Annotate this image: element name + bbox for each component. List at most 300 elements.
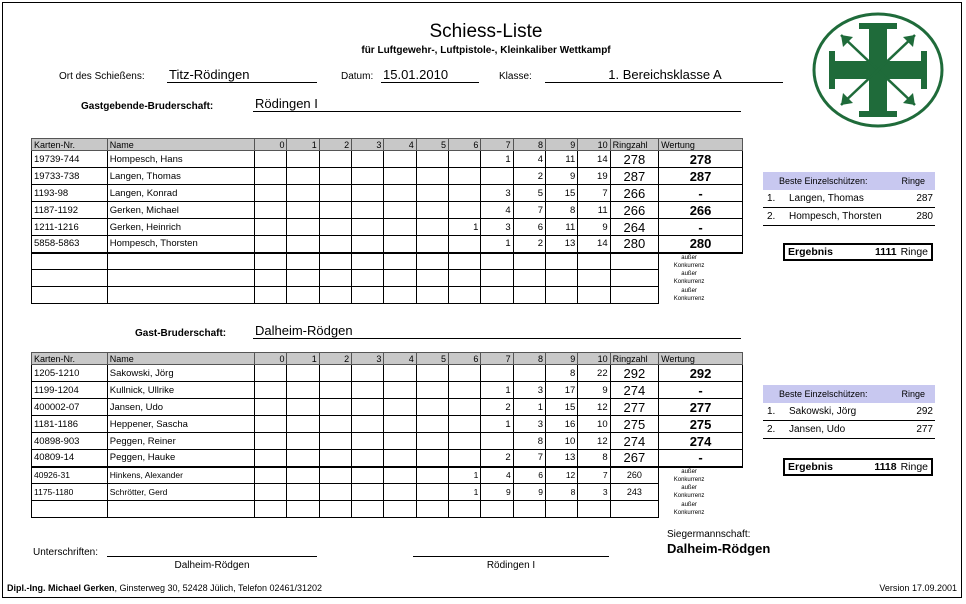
column-header: 3: [352, 353, 384, 365]
hit-count: [319, 450, 351, 467]
wertung: -: [659, 450, 743, 467]
karten-nr: 1193-98: [32, 185, 108, 202]
hit-count: [481, 253, 513, 270]
hit-count: 4: [513, 151, 545, 168]
extra-shooter-row: [32, 484, 743, 501]
hit-count: [416, 382, 448, 399]
best-header-label: Beste Einzelschützen:: [779, 389, 868, 399]
hit-count: 1: [449, 467, 481, 484]
hit-count: [481, 433, 513, 450]
footer-version: Version 17.09.2001: [879, 583, 957, 593]
best-name: Hompesch, Thorsten: [789, 211, 882, 222]
home-club-name: Rödingen I: [253, 97, 741, 112]
hit-count: [481, 287, 513, 304]
hit-count: 2: [481, 399, 513, 416]
hit-count: [255, 202, 287, 219]
karten-nr: 19739-744: [32, 151, 108, 168]
ausser-konkurrenz-text: [659, 484, 719, 500]
wertung: 278: [659, 151, 743, 168]
ausser-konkurrenz-text: [659, 254, 719, 270]
wertung: 275: [659, 416, 743, 433]
column-header: 1: [287, 353, 319, 365]
column-header: Ringzahl: [610, 139, 658, 151]
best-name: Jansen, Udo: [789, 424, 846, 435]
hit-count: [287, 253, 319, 270]
hit-count: [384, 253, 416, 270]
hit-count: [481, 365, 513, 382]
hit-count: 9: [513, 484, 545, 501]
table-header-row: [32, 353, 743, 365]
karten-nr: 1175-1180: [32, 484, 108, 501]
hit-count: 13: [545, 236, 577, 253]
ergebnis-value: 1118: [874, 461, 897, 473]
hit-count: [352, 450, 384, 467]
shooter-row: [32, 219, 743, 236]
home-club-label: Gastgebende-Bruderschaft:: [81, 101, 214, 112]
hit-count: [384, 416, 416, 433]
column-header: Ringzahl: [610, 353, 658, 365]
hit-count: 8: [513, 433, 545, 450]
hit-count: [384, 484, 416, 501]
hit-count: [319, 270, 351, 287]
hit-count: 8: [545, 202, 577, 219]
hit-count: [352, 253, 384, 270]
hit-count: 6: [513, 219, 545, 236]
hit-count: 8: [545, 484, 577, 501]
hit-count: 10: [578, 416, 610, 433]
ringzahl: [610, 253, 658, 270]
hit-count: [449, 416, 481, 433]
best-header: [763, 385, 935, 403]
column-header: 3: [352, 139, 384, 151]
ringzahl: 266: [610, 185, 658, 202]
hit-count: [287, 287, 319, 304]
column-header: 0: [255, 139, 287, 151]
hit-count: 12: [578, 433, 610, 450]
column-header: 7: [481, 353, 513, 365]
hit-count: 16: [545, 416, 577, 433]
shooter-row: [32, 433, 743, 450]
logo: [811, 11, 945, 129]
hit-count: 8: [545, 365, 577, 382]
hit-count: [545, 287, 577, 304]
shooter-row: [32, 185, 743, 202]
home-best-shooters: [763, 172, 935, 226]
signature-right-name: Rödingen I: [486, 560, 536, 571]
column-header: 5: [416, 353, 448, 365]
hit-count: [319, 382, 351, 399]
hit-count: [255, 433, 287, 450]
hit-count: 12: [578, 399, 610, 416]
hit-count: [319, 433, 351, 450]
hit-count: [319, 151, 351, 168]
best-header-label: Beste Einzelschützen:: [779, 176, 868, 186]
hit-count: [352, 365, 384, 382]
hit-count: [513, 253, 545, 270]
hit-count: [287, 270, 319, 287]
ringzahl: 292: [610, 365, 658, 382]
ak-line-1: außer: [681, 502, 697, 508]
ausser-konkurrenz: [659, 467, 743, 484]
hit-count: [545, 501, 577, 518]
hit-count: [319, 253, 351, 270]
hit-count: [287, 168, 319, 185]
shooter-name: Gerken, Heinrich: [107, 219, 254, 236]
hit-count: [416, 202, 448, 219]
karten-nr: 1181-1186: [32, 416, 108, 433]
hit-count: [319, 484, 351, 501]
column-header: 6: [449, 353, 481, 365]
hit-count: [287, 501, 319, 518]
hit-count: [255, 151, 287, 168]
page-subtitle: für Luftgewehr-, Luftpistole-, Kleinkaliber Wettkampf: [361, 45, 611, 56]
shooter-name: Hompesch, Hans: [107, 151, 254, 168]
wertung: 266: [659, 202, 743, 219]
hit-count: [416, 467, 448, 484]
best-header-ringe: Ringe: [901, 176, 925, 186]
column-header: Name: [107, 353, 254, 365]
hit-count: [255, 382, 287, 399]
shooter-name: Sakowski, Jörg: [107, 365, 254, 382]
hit-count: [578, 270, 610, 287]
home-score-table: [31, 138, 743, 304]
hit-count: 9: [578, 219, 610, 236]
shooter-row: [32, 365, 743, 382]
hit-count: [352, 168, 384, 185]
shooter-name: Langen, Konrad: [107, 185, 254, 202]
extra-shooter-row: [32, 253, 743, 270]
table-header-row: [32, 139, 743, 151]
hit-count: [416, 253, 448, 270]
hit-count: 2: [513, 168, 545, 185]
datum-label: Datum:: [341, 71, 374, 82]
hit-count: 4: [481, 467, 513, 484]
hit-count: 12: [545, 467, 577, 484]
ergebnis-label: Ergebnis: [788, 461, 833, 473]
column-header: 10: [578, 353, 610, 365]
best-entry: [763, 208, 935, 226]
hit-count: [287, 433, 319, 450]
ergebnis-unit: Ringe: [900, 461, 928, 473]
hit-count: 1: [449, 219, 481, 236]
ausser-konkurrenz: [659, 287, 743, 304]
hit-count: [416, 399, 448, 416]
best-name: Langen, Thomas: [789, 193, 864, 204]
hit-count: [416, 433, 448, 450]
hit-count: [384, 168, 416, 185]
guest-best-shooters: [763, 385, 935, 439]
karten-nr: 40926-31: [32, 467, 108, 484]
wertung: 292: [659, 365, 743, 382]
hit-count: [416, 270, 448, 287]
hit-count: [319, 168, 351, 185]
hit-count: [255, 501, 287, 518]
hit-count: 3: [513, 382, 545, 399]
score-sheet: [2, 2, 962, 598]
hit-count: [449, 185, 481, 202]
shooter-row: [32, 399, 743, 416]
hit-count: [255, 416, 287, 433]
hit-count: [578, 287, 610, 304]
ausser-konkurrenz: [659, 484, 743, 501]
hit-count: [352, 433, 384, 450]
karten-nr: [32, 253, 108, 270]
shooter-name: Kullnick, Ullrike: [107, 382, 254, 399]
hit-count: 15: [545, 399, 577, 416]
guest-ergebnis: [783, 458, 933, 476]
hit-count: [255, 287, 287, 304]
hit-count: [513, 287, 545, 304]
ringzahl: 274: [610, 433, 658, 450]
ringzahl: 264: [610, 219, 658, 236]
extra-shooter-row: [32, 287, 743, 304]
hit-count: 7: [513, 450, 545, 467]
best-ringe: 280: [916, 211, 933, 222]
hit-count: [384, 467, 416, 484]
hit-count: [384, 236, 416, 253]
hit-count: [578, 253, 610, 270]
hit-count: [416, 185, 448, 202]
hit-count: [384, 219, 416, 236]
hit-count: 17: [545, 382, 577, 399]
hit-count: [449, 365, 481, 382]
hit-count: 22: [578, 365, 610, 382]
hit-count: [255, 365, 287, 382]
shooter-name: [107, 253, 254, 270]
guest-club-label: Gast-Bruderschaft:: [135, 328, 227, 339]
shooter-row: [32, 151, 743, 168]
hit-count: [352, 467, 384, 484]
ringzahl: 260: [610, 467, 658, 484]
hit-count: [481, 168, 513, 185]
hit-count: [449, 202, 481, 219]
shooter-name: [107, 287, 254, 304]
karten-nr: 1187-1192: [32, 202, 108, 219]
hit-count: [384, 270, 416, 287]
hit-count: [319, 185, 351, 202]
signature-left-name: Dalheim-Rödgen: [174, 560, 250, 571]
shooter-name: Hinkens, Alexander: [107, 467, 254, 484]
hit-count: [255, 168, 287, 185]
hit-count: [352, 484, 384, 501]
datum-value: 15.01.2010: [381, 68, 479, 83]
hit-count: 3: [513, 416, 545, 433]
best-rank: 2.: [767, 211, 776, 222]
karten-nr: 40898-903: [32, 433, 108, 450]
footer-address: , Ginsterweg 30, 52428 Jülich, Telefon 02461/31202: [114, 583, 323, 593]
best-name: Sakowski, Jörg: [789, 406, 857, 417]
ergebnis-value: 1111: [874, 246, 897, 258]
shooter-row: [32, 236, 743, 253]
ergebnis-unit: Ringe: [900, 246, 928, 258]
hit-count: [449, 236, 481, 253]
wertung: -: [659, 185, 743, 202]
hit-count: 1: [481, 382, 513, 399]
hit-count: [352, 185, 384, 202]
hit-count: 1: [513, 399, 545, 416]
hit-count: [416, 416, 448, 433]
hit-count: [416, 287, 448, 304]
hit-count: [255, 467, 287, 484]
hit-count: [319, 501, 351, 518]
hit-count: [287, 219, 319, 236]
ak-line-2: Konkurrenz: [673, 476, 705, 483]
ringzahl: 287: [610, 168, 658, 185]
hit-count: 1: [481, 236, 513, 253]
guest-club-name: Dalheim-Rödgen: [253, 324, 741, 339]
hit-count: [287, 151, 319, 168]
hit-count: [416, 219, 448, 236]
hit-count: [416, 151, 448, 168]
column-header: 1: [287, 139, 319, 151]
ort-value: Titz-Rödingen: [167, 68, 317, 83]
best-ringe: 292: [916, 406, 933, 417]
ringzahl: 278: [610, 151, 658, 168]
hit-count: [384, 151, 416, 168]
hit-count: [578, 501, 610, 518]
hit-count: [319, 365, 351, 382]
hit-count: [352, 399, 384, 416]
ausser-konkurrenz: [659, 501, 743, 518]
hit-count: [255, 399, 287, 416]
hit-count: [352, 219, 384, 236]
wertung: 287: [659, 168, 743, 185]
karten-nr: 40809-14: [32, 450, 108, 467]
hit-count: 9: [545, 168, 577, 185]
page-title: Schiess-Liste: [429, 21, 543, 42]
column-header: 8: [513, 139, 545, 151]
hit-count: 14: [578, 236, 610, 253]
column-header: 4: [384, 139, 416, 151]
shooter-name: Langen, Thomas: [107, 168, 254, 185]
hit-count: [449, 168, 481, 185]
extra-shooter-row: [32, 467, 743, 484]
hit-count: 14: [578, 151, 610, 168]
hit-count: [416, 501, 448, 518]
hit-count: [255, 185, 287, 202]
column-header: 5: [416, 139, 448, 151]
shooter-name: Schrötter, Gerd: [107, 484, 254, 501]
sieger-label: Siegermannschaft:: [667, 529, 751, 540]
ringzahl: 280: [610, 236, 658, 253]
hit-count: 9: [578, 382, 610, 399]
ringzahl: 243: [610, 484, 658, 501]
best-rank: 1.: [767, 193, 776, 204]
hit-count: 10: [545, 433, 577, 450]
column-header: 8: [513, 353, 545, 365]
hit-count: [287, 484, 319, 501]
signature-line-left: [107, 556, 317, 557]
column-header: 9: [545, 139, 577, 151]
hit-count: 7: [513, 202, 545, 219]
hit-count: [416, 365, 448, 382]
hit-count: [319, 287, 351, 304]
hit-count: 8: [578, 450, 610, 467]
hit-count: [449, 501, 481, 518]
ringzahl: [610, 287, 658, 304]
klasse-label: Klasse:: [499, 71, 532, 82]
shooter-name: Peggen, Reiner: [107, 433, 254, 450]
hit-count: 15: [545, 185, 577, 202]
hit-count: [255, 219, 287, 236]
column-header: Karten-Nr.: [32, 353, 108, 365]
hit-count: [449, 382, 481, 399]
shooter-row: [32, 416, 743, 433]
ak-line-2: Konkurrenz: [673, 279, 705, 285]
hit-count: [384, 382, 416, 399]
shooter-row: [32, 168, 743, 185]
ort-label: Ort des Schießens:: [59, 71, 145, 82]
column-header: Name: [107, 139, 254, 151]
best-rank: 2.: [767, 424, 776, 435]
hit-count: [545, 270, 577, 287]
hit-count: 2: [513, 236, 545, 253]
ak-line-2: Konkurrenz: [673, 262, 705, 269]
hit-count: [449, 253, 481, 270]
hit-count: 4: [481, 202, 513, 219]
ringzahl: 275: [610, 416, 658, 433]
hit-count: [287, 365, 319, 382]
hit-count: [319, 467, 351, 484]
hit-count: [416, 168, 448, 185]
hit-count: [352, 382, 384, 399]
ak-line-1: außer: [681, 468, 697, 475]
hit-count: 1: [449, 484, 481, 501]
best-entry: [763, 403, 935, 421]
karten-nr: 400002-07: [32, 399, 108, 416]
ringzahl: [610, 270, 658, 287]
shooter-row: [32, 450, 743, 467]
best-entry: [763, 421, 935, 439]
signature-line-right: [413, 556, 609, 557]
hit-count: 3: [481, 219, 513, 236]
home-ergebnis: [783, 243, 933, 261]
shooter-name: Gerken, Michael: [107, 202, 254, 219]
shooter-row: [32, 382, 743, 399]
hit-count: [481, 501, 513, 518]
hit-count: [255, 253, 287, 270]
footer-author-line: [7, 583, 322, 593]
signatures-label: Unterschriften:: [33, 547, 99, 558]
ringzahl: 267: [610, 450, 658, 467]
extra-shooter-row: [32, 501, 743, 518]
hit-count: 7: [578, 467, 610, 484]
hit-count: 1: [481, 151, 513, 168]
hit-count: [384, 185, 416, 202]
best-ringe: 277: [916, 424, 933, 435]
hit-count: [449, 287, 481, 304]
ringzahl: 277: [610, 399, 658, 416]
karten-nr: [32, 270, 108, 287]
hit-count: [287, 236, 319, 253]
hit-count: [449, 450, 481, 467]
ak-line-2: Konkurrenz: [673, 493, 705, 499]
karten-nr: 1211-1216: [32, 219, 108, 236]
karten-nr: 1205-1210: [32, 365, 108, 382]
hit-count: [513, 501, 545, 518]
hit-count: 5: [513, 185, 545, 202]
ringzahl: 266: [610, 202, 658, 219]
ausser-konkurrenz: [659, 253, 743, 270]
best-rank: 1.: [767, 406, 776, 417]
ausser-konkurrenz-text: [659, 468, 719, 484]
best-ringe: 287: [916, 193, 933, 204]
ausser-konkurrenz: [659, 270, 743, 287]
best-header-ringe: Ringe: [901, 389, 925, 399]
hit-count: [384, 450, 416, 467]
hit-count: [416, 236, 448, 253]
hit-count: 11: [578, 202, 610, 219]
